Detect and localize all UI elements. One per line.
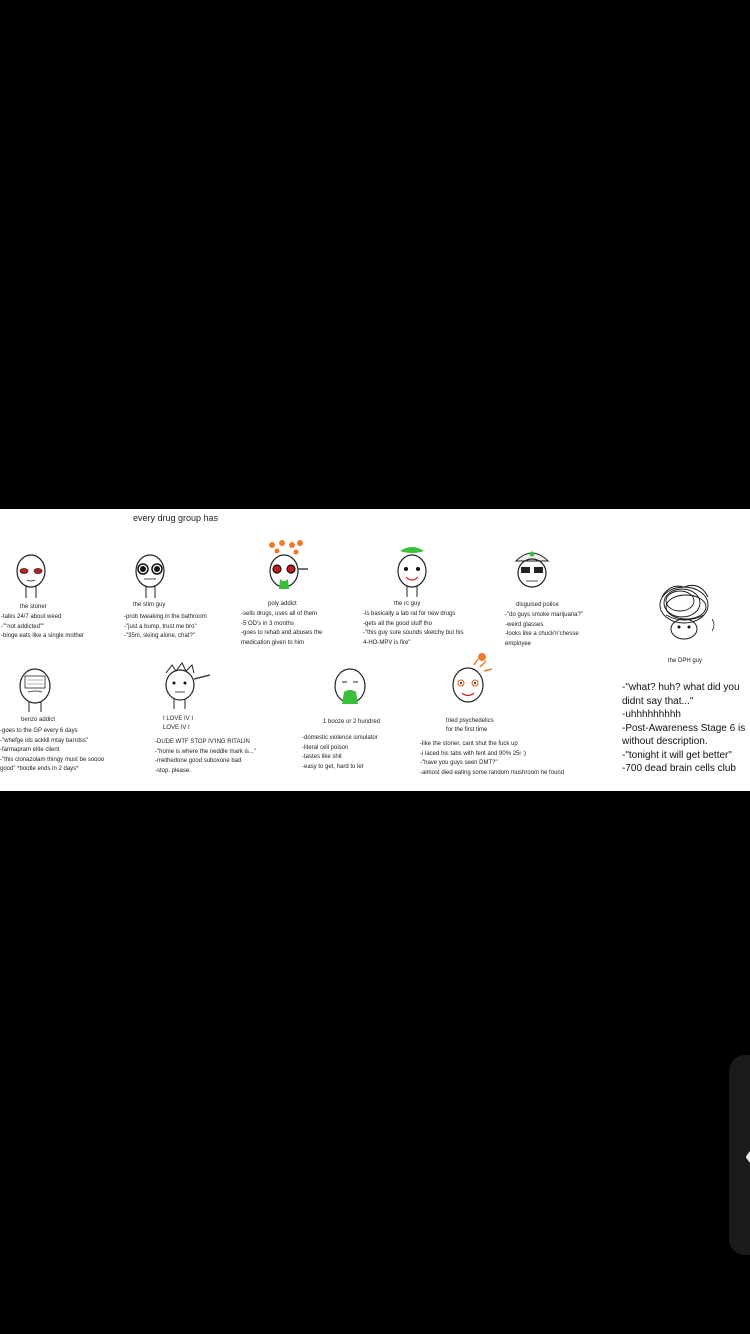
poly-addict-trait: -goes to rehab and abuses the [241,630,323,636]
benzo-addict-trait: -farmapram elite client [0,747,60,753]
disguised-police-name: disguised police [516,602,559,608]
benzo-addict-trait: -goes to the GP every 6 days [0,728,78,734]
booze-traits [302,734,378,772]
psychedelics-face-drawing [444,651,496,713]
iv-user-face-drawing [156,659,212,711]
booze-name: 1 booze or 2 hundred [323,719,381,725]
stim-guy-trait: -prob tweaking in the bathroom [124,614,207,620]
booze-trait: -tastes like shit [302,754,342,760]
psychedelics-trait: -i laced his tabs with fent and 90% 25i :) [420,750,527,757]
stoner-traits [1,613,84,642]
booze-trait: -domestic violence simulator [302,735,378,741]
stoner-trait: -talks 24/7 about weed [1,614,62,620]
psychedelics-trait: -"have you guys seen DMT?" [420,760,498,766]
rc-guy-traits [363,610,464,648]
stim-guy-trait: -"35m, skiing alone, chat?" [124,633,195,639]
dph-guy-trait: -"tonight it will get better" [622,749,732,761]
disguised-police-traits [505,611,583,649]
poly-addict-trait: -sells drugs, uses all of them [241,611,318,617]
psychedelics-name: tried psychedelics for the first time [446,718,494,733]
rc-guy-face-drawing [390,543,434,599]
iv-user-traits [155,738,256,776]
benzo-addict-trait: -"this clonazolam thingy must be soooo [0,756,105,763]
stim-guy-name: the stim guy [133,602,166,608]
iv-user-trait: -stop. please. [155,767,192,774]
dph-guy-trait: -700 dead brain cells club [622,763,736,774]
dph-guy-name: the DPH guy [668,658,703,664]
stoner-face-drawing [12,551,50,601]
booze-trait: -literal cell poison [302,744,349,751]
disguised-police-trait: employee [505,640,532,647]
iv-user-trait: -"home is where the neddle mark is..." [155,748,256,755]
iv-user-trait: -DUDE WTF STOP IV'ING RITALIN [155,739,250,745]
psychedelics-traits [420,740,564,778]
rc-guy-name: the rc guy [394,601,421,607]
dph-guy-trait: -Post-Awareness Stage 6 is [622,722,746,734]
stoner-name: the stoner [20,604,47,610]
dph-guy-trait: without description. [622,736,708,747]
benzo-addict-trait: good" *bootle ends in 2 days* [0,766,79,772]
disguised-police-face-drawing [510,545,554,599]
psychedelics-trait: -like the stoner, cant shut the fuck up [420,741,518,747]
psychedelics-trait: -almost died eating some random mushroom he found [420,769,565,776]
poly-addict-face-drawing [262,539,310,599]
stim-guy-face-drawing [130,551,170,601]
dph-guy-face-drawing [650,575,720,655]
dph-guy-traits [622,681,745,776]
benzo-addict-name: benzo addict [21,717,56,723]
poly-addict-trait: -5 OD's in 3 months [241,620,294,627]
stoner-trait: -binge eats like a single mother [1,633,85,639]
disguised-police-trait: -"do guys smoke marijuana?" [505,612,583,618]
stoner-trait: -""not addicted"" [1,623,45,630]
chevron-left-icon[interactable] [744,1140,750,1174]
benzo-addict-face-drawing [14,664,56,714]
booze-face-drawing [330,664,370,716]
booze-trait: -easy to get, hard to let [302,763,364,770]
disguised-police-trait: -weird glasses [505,621,544,628]
rc-guy-trait: -"this guy sure sounds sketchy but his [363,630,464,636]
stim-guy-traits [124,613,207,642]
poly-addict-name: poly addict [268,601,297,607]
meme-panel [0,509,750,791]
iv-user-name: I LOVE IV I LOVE IV I [163,716,194,731]
benzo-addict-traits [0,727,104,775]
dph-guy-trait: -"what? huh? what did you [622,682,740,693]
dph-guy-trait: didnt say that..." [622,695,694,707]
rc-guy-trait: -gets all the good stuff tho [363,620,432,627]
poly-addict-traits [241,610,322,648]
rc-guy-trait: 4-HO-MPV is fire" [363,639,411,646]
dph-guy-trait: -uhhhhhhhhh [622,709,681,720]
disguised-police-trait: -looks like a chuck'n'chesse [505,631,579,637]
rc-guy-trait: -is basically a lab rat for new drugs [363,611,456,617]
meme-title: every drug group has [133,513,219,523]
poly-addict-trait: medication given to him [241,639,305,646]
benzo-addict-trait: -"whefge ids ackkll mtay barrdss" [0,737,88,744]
stim-guy-trait: -"just a bump, trust me bro" [124,623,197,630]
iv-user-trait: -methedone good suboxone bad [155,758,242,764]
